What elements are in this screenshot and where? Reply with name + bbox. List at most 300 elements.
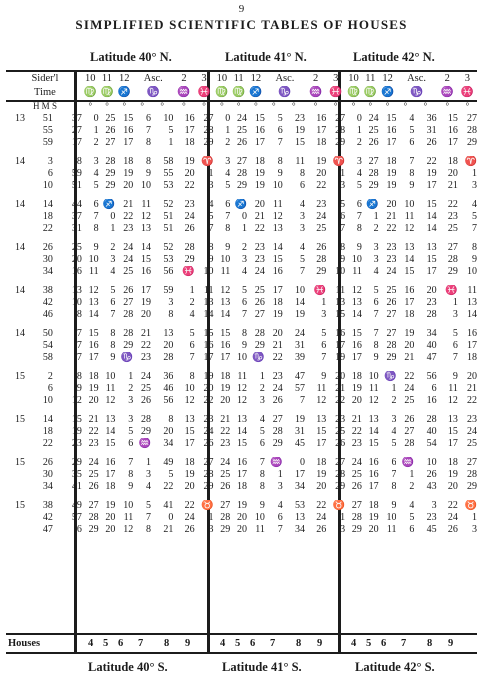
sidereal-time-cell: 8 [76, 371, 82, 382]
house-cusp-cell: 23 [254, 254, 265, 265]
degree-mark: ° [105, 101, 109, 111]
house-cusp-cell: ♓ [445, 285, 458, 296]
house-cusp-cell: 1 [110, 223, 116, 234]
house-cusp-cell: 7 [452, 352, 458, 363]
table-row [6, 524, 477, 536]
house-cusp-cell: 19 [254, 168, 265, 179]
sidereal-time-cell: 14 [14, 285, 25, 296]
house-cusp-cell: 17 [316, 438, 327, 449]
sidereal-time-cell: 19 [71, 426, 82, 437]
group-spacer [6, 493, 477, 500]
house-cusp-cell: 29 [316, 266, 327, 277]
house-cusp-cell: 7 [242, 309, 247, 320]
house-cusp-cell: 15 [351, 328, 362, 339]
house-cusp-cell: 18 [404, 309, 415, 320]
house-cusp-cell: 11 [448, 383, 458, 394]
house-cusp-cell: 21 [88, 414, 99, 425]
house-cusp-cell: 19 [184, 469, 195, 480]
house-cusp-cell: 26 [426, 137, 437, 148]
house-cusp-cell: 8 [168, 414, 174, 425]
house-cusp-cell: 16 [254, 125, 265, 136]
house-cusp-cell: 29 [105, 180, 116, 191]
header-signs-row [6, 86, 477, 100]
house-cusp-cell: 23 [426, 297, 437, 308]
house-cusp-cell: 27 [351, 500, 362, 511]
house-cusp-cell: 21 [404, 352, 415, 363]
sidereal-time-cell: 13 [71, 285, 82, 296]
house-cusp-cell: 6 [93, 199, 99, 210]
house-cusp-cell: 4 [259, 414, 265, 425]
house-cusp-cell: 6 [110, 297, 116, 308]
house-cusp-cell: ♉ [332, 500, 346, 511]
house-cusp-cell: 29 [88, 524, 99, 535]
sidereal-time-cell: 27 [71, 125, 82, 136]
house-cusp-cell: 8 [259, 481, 265, 492]
house-cusp-cell: 9 [93, 242, 99, 253]
sidereal-time-cell [6, 340, 25, 352]
house-cusp-cell: 23 [386, 254, 397, 265]
house-cusp-cell: 13 [404, 242, 415, 253]
house-cusp-cell: 28 [123, 328, 134, 339]
house-cusp-cell: 28 [335, 125, 346, 136]
house-cusp-cell: 16 [237, 457, 247, 468]
house-cusp-cell: 25 [404, 395, 415, 406]
house-cusp-cell: 19 [88, 383, 99, 394]
house-cusp-cell: 27 [335, 457, 346, 468]
house-cusp-cell: 8 [146, 156, 152, 167]
house-cusp-cell: 15 [141, 254, 152, 265]
house-cusp-cell: 1 [146, 457, 152, 468]
latitude-41-north-label: Latitude 41° N. [225, 50, 307, 64]
sidereal-time-cell: 37 [71, 113, 82, 124]
house-cusp-cell: 28 [203, 125, 214, 136]
house-cusp-cell: 15 [426, 254, 437, 265]
group-spacer [6, 149, 477, 156]
house-cusp-cell: 17 [335, 340, 346, 351]
page-title: SIMPLIFIED SCIENTIFIC TABLES OF HOUSES [75, 17, 408, 32]
house-cusp-cell: 8 [356, 223, 362, 234]
house-cusp-cell: ♉ [464, 500, 477, 511]
house-cusp-cell: 5 [321, 328, 327, 339]
house-cusp-cell: 10 [404, 199, 415, 210]
sidereal-time-cell [6, 512, 25, 524]
group-spacer [6, 450, 477, 457]
house-cusp-cell: 22 [467, 395, 477, 406]
sidereal-time-cell [6, 168, 25, 180]
house-cusp-cell: 28 [184, 242, 195, 253]
house-cusp-cell: 23 [316, 199, 327, 210]
degree-mark: ° [403, 101, 408, 111]
house-cusp-cell: 18 [184, 137, 195, 148]
degree-mark: ° [140, 101, 144, 111]
house-cusp-cell: 24 [404, 383, 415, 394]
house-cusp-cell: 1 [208, 512, 214, 523]
house-cusp-cell: 9 [391, 500, 397, 511]
house-cusp-cell: 12 [184, 395, 195, 406]
house-cusp-cell: 12 [141, 211, 152, 222]
house-cusp-cell: 24 [351, 457, 362, 468]
house-cusp-cell: 29 [386, 352, 397, 363]
house-cusp-cell: 11 [316, 383, 327, 394]
house-cusp-cell: 24 [88, 457, 99, 468]
house-cusp-cell: 10 [203, 266, 214, 277]
house-cusp-cell: 53 [163, 180, 174, 191]
degree-mark: ° [202, 101, 206, 111]
degree-mark: ° [465, 101, 470, 111]
house-cusp-cell: 55 [163, 168, 174, 179]
house-cusp-cell: ♒ [270, 457, 283, 468]
house-cusp-cell: 16 [203, 340, 214, 351]
house-cusp-cell: 8 [110, 328, 116, 339]
house-cusp-cell: 23 [88, 438, 99, 449]
table-row [6, 137, 477, 149]
house-cusp-cell: 4 [409, 113, 415, 124]
time-header: Time [34, 87, 56, 98]
house-cusp-cell: ♉ [201, 500, 214, 511]
house-cusp-cell: 56 [163, 395, 174, 406]
sidereal-time-cell: 34 [42, 481, 53, 492]
house-column-header: Asc. [143, 73, 163, 84]
house-cusp-cell: 29 [203, 481, 214, 492]
house-cusp-cell: 20 [467, 371, 477, 382]
degree-mark: ° [368, 101, 373, 111]
house-cusp-cell: 29 [467, 481, 477, 492]
house-cusp-cell: 4 [225, 168, 231, 179]
degree-mark: ° [254, 101, 258, 111]
house-cusp-cell: 3 [225, 156, 231, 167]
table-row [6, 500, 477, 512]
table-row [6, 168, 477, 180]
house-cusp-cell: 20 [404, 340, 415, 351]
house-cusp-cell: 4 [242, 266, 247, 277]
house-cusp-cell: 5 [277, 113, 283, 124]
house-cusp-cell: 53 [295, 500, 305, 511]
zodiac-sign-icon: ♍ [215, 87, 229, 98]
house-cusp-cell: 14 [295, 297, 305, 308]
house-cusp-cell: 20 [335, 371, 346, 382]
house-cusp-cell: 5 [391, 438, 397, 449]
sidereal-time-cell [6, 137, 25, 149]
house-cusp-cell: 15 [295, 137, 305, 148]
house-cusp-cell: 16 [141, 266, 152, 277]
house-cusp-cell: 13 [426, 242, 437, 253]
house-column-header: 3 [201, 73, 207, 84]
house-cusp-cell: 12 [220, 285, 231, 296]
group-spacer [6, 321, 477, 328]
house-cusp-cell: 25 [123, 266, 134, 277]
table-row [6, 383, 477, 395]
house-cusp-cell: 19 [368, 512, 379, 523]
house-cusp-cell: 18 [184, 457, 195, 468]
house-cusp-cell: 3 [300, 211, 305, 222]
house-cusp-cell: 22 [335, 395, 346, 406]
house-cusp-cell: 8 [168, 309, 174, 320]
house-cusp-cell: 28 [141, 414, 152, 425]
house-cusp-cell: 17 [141, 285, 152, 296]
table-row [6, 242, 477, 254]
house-cusp-cell: 10 [272, 180, 283, 191]
house-cusp-cell: 25 [141, 383, 152, 394]
house-cusp-cell: 11 [237, 371, 247, 382]
house-cusp-cell: 26 [272, 395, 283, 406]
house-cusp-cell: 23 [220, 438, 231, 449]
degree-mark: ° [236, 101, 241, 111]
house-cusp-cell: 24 [184, 211, 195, 222]
house-cusp-cell: 34 [295, 481, 305, 492]
sidereal-time-cell [6, 481, 25, 493]
degree-mark: ° [351, 101, 356, 111]
sidereal-time-cell: 31 [71, 223, 82, 234]
house-cusp-cell: 9 [128, 481, 134, 492]
house-cusp-cell: 29 [105, 168, 116, 179]
house-cusp-cell: 2 [93, 137, 99, 148]
house-cusp-cell: ♑ [384, 371, 397, 382]
house-cusp-cell: 6 [277, 125, 283, 136]
house-cusp-cell: 20 [237, 524, 247, 535]
house-cusp-cell: 11 [352, 266, 362, 277]
house-cusp-cell: 18 [254, 156, 265, 167]
zodiac-sign-icon: ♍ [100, 87, 114, 98]
house-cusp-cell: 19 [237, 500, 247, 511]
house-cusp-cell: 17 [351, 352, 362, 363]
sidereal-time-cell: 26 [42, 242, 53, 253]
house-cusp-cell: 3 [208, 180, 214, 191]
house-cusp-cell: 15 [404, 266, 415, 277]
table-row [6, 211, 477, 223]
house-cusp-cell: 23 [184, 199, 195, 210]
sidereal-time-cell: 15 [14, 414, 25, 425]
house-cusp-cell: 14 [272, 242, 283, 253]
house-cusp-cell: 23 [272, 371, 283, 382]
house-cusp-cell: 17 [184, 438, 195, 449]
house-column-header: Asc. [407, 73, 427, 84]
house-cusp-cell: 26 [368, 137, 379, 148]
house-cusp-cell: 26 [237, 137, 247, 148]
house-cusp-cell: 21 [335, 383, 346, 394]
house-cusp-cell: 27 [335, 113, 346, 124]
house-cusp-cell: 11 [141, 199, 152, 210]
house-cusp-cell: 28 [447, 254, 458, 265]
house-cusp-cell: 22 [272, 352, 283, 363]
sidereal-time-cell [6, 254, 25, 266]
house-cusp-cell: 1 [259, 371, 265, 382]
house-cusp-cell: 1 [225, 125, 231, 136]
zodiac-sign-icon: ♐ [249, 87, 263, 98]
sidereal-time-cell: 22 [42, 438, 53, 449]
house-column-header: 11 [365, 73, 376, 84]
house-cusp-cell: 19 [426, 168, 437, 179]
house-cusp-cell: 6 [409, 137, 415, 148]
house-cusp-cell: 20 [351, 395, 362, 406]
house-cusp-cell: 8 [259, 469, 265, 480]
house-cusp-cell: 24 [295, 328, 305, 339]
house-cusp-cell: 8 [277, 156, 283, 167]
house-cusp-cell: 20 [368, 524, 379, 535]
house-cusp-cell: 8 [93, 223, 99, 234]
house-cusp-cell: 22 [203, 395, 214, 406]
house-cusp-cell: 16 [220, 340, 231, 351]
house-cusp-cell: 26 [426, 469, 437, 480]
house-cusp-cell: 11 [295, 156, 305, 167]
house-cusp-cell: 59 [163, 285, 174, 296]
house-cusp-cell: 28 [404, 438, 415, 449]
house-cusp-cell: 3 [110, 254, 116, 265]
house-cusp-cell: 11 [467, 285, 477, 296]
house-cusp-cell: 4 [189, 309, 195, 320]
house-cusp-cell: 28 [335, 469, 346, 480]
house-cusp-cell: 29 [351, 524, 362, 535]
house-number-label: 9 [317, 638, 323, 649]
header-numbers-row [6, 72, 477, 86]
house-cusp-cell: 20 [123, 180, 134, 191]
house-cusp-cell: 7 [277, 524, 283, 535]
house-cusp-cell: 12 [404, 223, 415, 234]
house-cusp-cell: 28 [426, 414, 437, 425]
sidereal-time-header: Sider'l [31, 73, 59, 84]
sidereal-time-cell: 35 [71, 469, 82, 480]
house-cusp-cell: 19 [254, 180, 265, 191]
sidereal-time-cell: 14 [14, 199, 25, 210]
house-cusp-cell: 8 [300, 168, 305, 179]
house-cusp-cell: 3 [300, 223, 305, 234]
house-cusp-cell: 26 [141, 395, 152, 406]
house-cusp-cell: 25 [220, 469, 231, 480]
house-cusp-cell: 25 [447, 223, 458, 234]
house-cusp-cell: 3 [340, 180, 346, 191]
house-cusp-cell: 5 [146, 500, 152, 511]
house-cusp-cell: 20 [316, 168, 327, 179]
table-row [6, 223, 477, 235]
house-cusp-cell: 20 [141, 309, 152, 320]
sidereal-time-cell: 15 [14, 500, 25, 511]
house-cusp-cell: 5 [259, 426, 265, 437]
house-cusp-cell: 21 [272, 340, 283, 351]
house-cusp-cell: 7 [356, 211, 362, 222]
house-cusp-cell: 9 [277, 168, 283, 179]
sidereal-time-cell: 34 [42, 266, 53, 277]
house-cusp-cell: 23 [467, 414, 477, 425]
zodiac-sign-icon: ♍ [232, 87, 246, 98]
house-cusp-cell: 17 [203, 352, 214, 363]
house-cusp-cell: 11 [220, 266, 231, 277]
sidereal-time-cell [6, 352, 25, 364]
sidereal-time-cell: 20 [71, 254, 82, 265]
house-cusp-cell: 16 [105, 457, 116, 468]
house-cusp-cell: 21 [467, 383, 477, 394]
house-cusp-cell: 9 [242, 340, 247, 351]
sidereal-time-cell: 7 [76, 352, 82, 363]
house-cusp-cell: 11 [88, 266, 99, 277]
house-cusp-cell: 21 [351, 414, 362, 425]
house-cusp-cell: 14 [426, 211, 437, 222]
house-cusp-cell: 26 [316, 524, 327, 535]
house-cusp-cell: 22 [447, 500, 458, 511]
house-column-header: 2 [444, 73, 450, 84]
sidereal-time-cell: 6 [47, 168, 53, 179]
house-cusp-cell: 57 [295, 383, 305, 394]
house-cusp-cell: 29 [254, 340, 265, 351]
house-cusp-cell: 8 [146, 524, 152, 535]
house-cusp-cell: 29 [203, 137, 214, 148]
house-cusp-cell: 27 [237, 156, 247, 167]
units-row [6, 100, 477, 113]
house-cusp-cell: 29 [335, 481, 346, 492]
house-cusp-cell: 22 [316, 500, 327, 511]
house-cusp-cell: 19 [316, 469, 327, 480]
house-cusp-cell: 2 [356, 137, 362, 148]
house-cusp-cell: 6 [225, 199, 231, 210]
table-row [6, 438, 477, 450]
house-cusp-cell: 15 [88, 328, 99, 339]
house-cusp-cell: 13 [105, 414, 116, 425]
house-cusp-cell: 31 [295, 340, 305, 351]
house-cusp-cell: 8 [373, 340, 379, 351]
house-number-label: 5 [103, 638, 109, 649]
house-cusp-cell: 1 [321, 297, 327, 308]
house-cusp-cell: 12 [237, 395, 247, 406]
house-cusp-cell: 6 [259, 438, 265, 449]
house-cusp-cell: 22 [88, 426, 99, 437]
house-number-label: 8 [164, 638, 170, 649]
house-number-label: 5 [366, 638, 372, 649]
house-cusp-cell: 5 [300, 254, 305, 265]
house-cusp-cell: 9 [110, 352, 116, 363]
zodiac-sign-icon: ♓ [329, 87, 343, 98]
house-cusp-cell: 23 [254, 242, 265, 253]
house-cusp-cell: 12 [272, 211, 283, 222]
house-cusp-cell: 6 [277, 512, 283, 523]
table-row [6, 469, 477, 481]
table-row [6, 328, 477, 340]
house-cusp-cell: 56 [426, 371, 437, 382]
sidereal-time-cell: 38 [42, 500, 53, 511]
house-cusp-cell: 1 [391, 383, 397, 394]
house-cusp-cell: 15 [316, 426, 327, 437]
house-cusp-cell: 10 [467, 266, 477, 277]
sidereal-time-cell: 55 [42, 125, 53, 136]
house-cusp-cell: 25 [351, 469, 362, 480]
house-cusp-cell: ♈ [201, 156, 214, 167]
house-cusp-cell: 24 [316, 512, 327, 523]
house-cusp-cell: 25 [105, 113, 116, 124]
table-row [6, 395, 477, 407]
houses-footer-row [6, 636, 477, 651]
house-cusp-cell: 17 [254, 137, 265, 148]
house-cusp-cell: 19 [105, 500, 116, 511]
house-cusp-cell: 24 [203, 426, 214, 437]
house-cusp-cell: 22 [184, 180, 195, 191]
house-cusp-cell: 14 [237, 426, 247, 437]
house-cusp-cell: 10 [220, 254, 231, 265]
zodiac-sign-icon: ♍ [363, 87, 377, 98]
sidereal-time-cell: 10 [71, 297, 82, 308]
sidereal-time-cell: 2 [47, 371, 53, 382]
house-cusp-cell: 5 [225, 180, 231, 191]
sidereal-time-cell: 30 [42, 254, 53, 265]
house-cusp-cell: 29 [184, 254, 195, 265]
zodiac-sign-icon: ♐ [117, 87, 131, 98]
house-cusp-cell: 3 [340, 524, 346, 535]
house-cusp-cell: 1 [340, 512, 346, 523]
house-cusp-cell: 3 [472, 524, 477, 535]
group-spacer [6, 278, 477, 285]
house-cusp-cell: 34 [163, 438, 174, 449]
house-cusp-cell: 27 [203, 113, 214, 124]
house-cusp-cell: 18 [447, 156, 458, 167]
house-cusp-cell: 11 [369, 383, 379, 394]
house-cusp-cell: 5 [452, 328, 458, 339]
house-cusp-cell: 26 [203, 438, 214, 449]
